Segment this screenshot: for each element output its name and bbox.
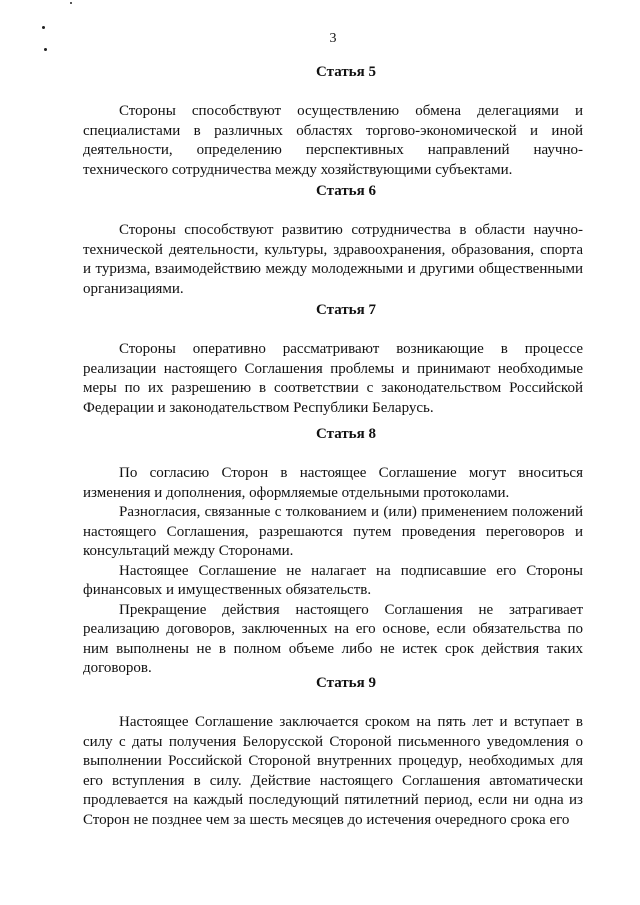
article-7 [83,301,583,418]
article-title: Статья 5 [316,64,376,80]
article-body [83,102,583,180]
page-number: 3 [329,31,337,46]
article-paragraph: Разногласия, связанные с толкованием и (или) применением положений настоящего Соглашения, разрешаются путем проведения переговоров и консультаций между Сторонами. [83,504,583,559]
scan-speck [42,26,45,29]
article-title: Статья 8 [316,426,376,442]
article-8 [83,425,583,679]
article-6 [83,182,583,299]
article-paragraph: Стороны способствуют осуществлению обмена делегациями и специалистами в различных областях торгово-экономической и иной деятельности, определению перспективных направлений научно-технического сотрудничества между хозяйствующими субъектами. [83,103,583,178]
article-body [83,464,583,679]
article-title: Статья 9 [316,675,376,691]
article-5 [83,63,583,180]
article-body [83,221,583,299]
article-paragraph: По согласию Сторон в настоящее Соглашение могут вноситься изменения и дополнения, оформляемые отдельными протоколами. [83,465,583,501]
scan-speck [44,48,47,51]
article-paragraph: Настоящее Соглашение не налагает на подписавшие его Стороны финансовых и имущественных обязательств. [83,562,583,598]
article-paragraph: Прекращение действия настоящего Соглашения не затрагивает реализацию договоров, заключенных на его основе, если обязательства по ним выполнены не в полном объеме либо не истек срок действия таких договоров. [83,601,583,676]
scan-speck [70,2,72,4]
article-body [83,713,583,830]
article-paragraph: Стороны оперативно рассматривают возникающие в процессе реализации настоящего Соглашения проблемы и принимают необходимые меры по их разрешению в соответствии с законодательством Российской Федерации и законодательством Республики Беларусь. [83,341,583,416]
article-9 [83,674,583,830]
article-title: Статья 6 [316,183,376,199]
article-paragraph: Стороны способствуют развитию сотрудничества в области научно-технической деятельности, культуры, здравоохранения, образования, спорта и туризма, взаимодействию между молодежными и другими общественными организациями. [83,222,583,297]
article-title: Статья 7 [316,302,376,318]
article-paragraph: Настоящее Соглашение заключается сроком на пять лет и вступает в силу с даты получения Белорусской Стороной письменного уведомления о выполнении Российской Стороной внутренних процедур, необходимых для его вступления в силу. Действие настоящего Соглашения автоматически продлевается на каждый последующий пятилетний период, если ни одна из Сторон не позднее чем за шесть месяцев до истечения очередного срока его [83,714,583,828]
article-body [83,340,583,418]
